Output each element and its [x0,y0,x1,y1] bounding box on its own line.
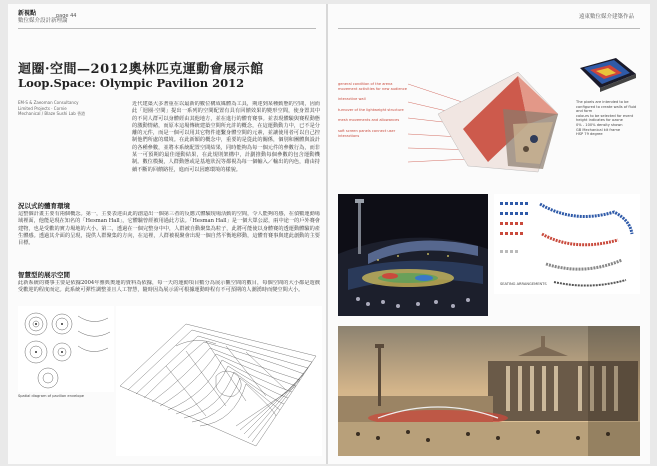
callout: HSP 79 degree [576,132,603,137]
right-header-rule [338,28,640,29]
night-render-image [338,194,488,316]
callout-list-right [576,100,640,137]
right-header: 遠東數位媒介建築作品 [578,14,634,20]
callout: GB Mechanical kit frame [576,127,621,132]
callout: movement activities for new audience [338,86,408,91]
seating-legend: SEATING ARRANGEMENTS [500,282,547,286]
section-heading-1: 況以式的體育環境 [18,202,70,210]
header-title: 新視點 [18,10,37,17]
left-page [8,4,326,464]
page-number: page 44 [56,13,77,19]
article-title-en: Loop.Space: Olympic Pavilion 2012 [18,76,245,90]
callout: interactive wall [338,97,366,102]
header-subtitle: 數位媒介設計新理論 [18,18,68,24]
seating-diagram [494,194,640,294]
night-render-graphic [338,194,488,316]
article-title-zh: 迴圈·空間—2012奧林匹克運動會展示館 [18,62,264,77]
spatial-diagram [18,306,114,392]
right-page [328,4,650,464]
mesh-model [116,306,322,456]
section-body-2: 此新系統的賽事主要是依據2004年雅典奧運的資料為依據，每一天的運動項目數分為展示觀空間的數目，每個空間的大小都是遊戲受歡迎的程度而定。此系統可彈性調整並且人工智慧，隨時因為展示需可根據運動時程有不可預期的人潮湧時而變空間大小。 [18,280,320,294]
callout: colours to be selected for event [576,113,634,118]
author-credit: EM-S & Zaeoman Consultancy Limited Projects · Cornie Mechanical / Blaze Sushi Lab 香港 [18,100,86,116]
callout: soft screen panels connect user interactions [338,128,396,138]
daytime-render-image [338,326,640,456]
daytime-render-graphic [338,326,640,456]
callout: mesh movements and allowances [338,118,400,123]
section-body-1: 這整個計畫主要有兩個概念。第一，主要表達由此的創造出一個第三者的反應式體驗現場活動的空間，令人能夠的感，在偵數運動場域裡面，他能是現在知名的「Hesman Hall」，它體驗曾經被用過此方法。「Hesman Hall」是一個大眾公認，兩中途一的戶外賽會建物，也是受歡的實力場地的大小。第二，透過在一個完整身中中，人群被自動聚集為粒子，此將可能使以身體賽的透運動體驗的產生體感。透過其介面的呈現，提供人群聚集的方向，在這裡，人群被視聚會出現一個自然平衡地移動，這體育賽事與建此創動的主要目標。 [18,211,320,247]
exploded-diagram [338,54,640,184]
header-rule [18,28,316,29]
callout: general condition of the arena [338,82,393,86]
spatial-diagram-graphic [18,306,114,392]
pixel-panel-graphic [576,56,640,100]
callout: The pixels are intended to be configured to create walls of fluid and form [576,100,637,114]
callout: 0% - 100% density shown [576,122,623,127]
seating-diagram-graphic [494,194,640,294]
callout: turnover of the lightweight structure [338,107,404,112]
callout: height indicates for ozone [576,118,623,123]
callout-list-left [338,82,408,138]
section-heading-2: 智慧型的展示空間 [18,271,70,279]
diagram-caption-a: Spatial diagram of pavilion envelope [18,394,84,398]
mesh-model-graphic [116,306,322,456]
intro-paragraph: 近代建築大多著重在以最新的數位構成媒體為工具，期達到某種動態的空間，因而此「迴圈·空間」提出一系列的空間配置有具有回饋效果的變形空間，使身置其中的不同人群可以身體經由其他地方，並在進行的體育賽事。並表現體驗與賽程動態的激動情緒，而原本這場傳統建築空間所允許的概念，在這運動動力中，已不是分離的元件，而是一個可以用其它物件連繫身體空間的元素，並讓使用者可以自己控制他們所處的環境。在此新穎的概念中，重要的是從此的關係，個別和團體與設計的各種參數，並將本系統配置空間結果，同時能夠為每一個元件的參數行為，而非某一可預期的最佳運動結果，在此規則架構中，計劃推動每個參數的包含運動機制。數位模擬，人群動態或是基地狀況等都視為每一個輸入／輸出的內色，藉由持續不斷的回饋路徑，進而可以因應環境的樣貌。 [132,101,320,173]
